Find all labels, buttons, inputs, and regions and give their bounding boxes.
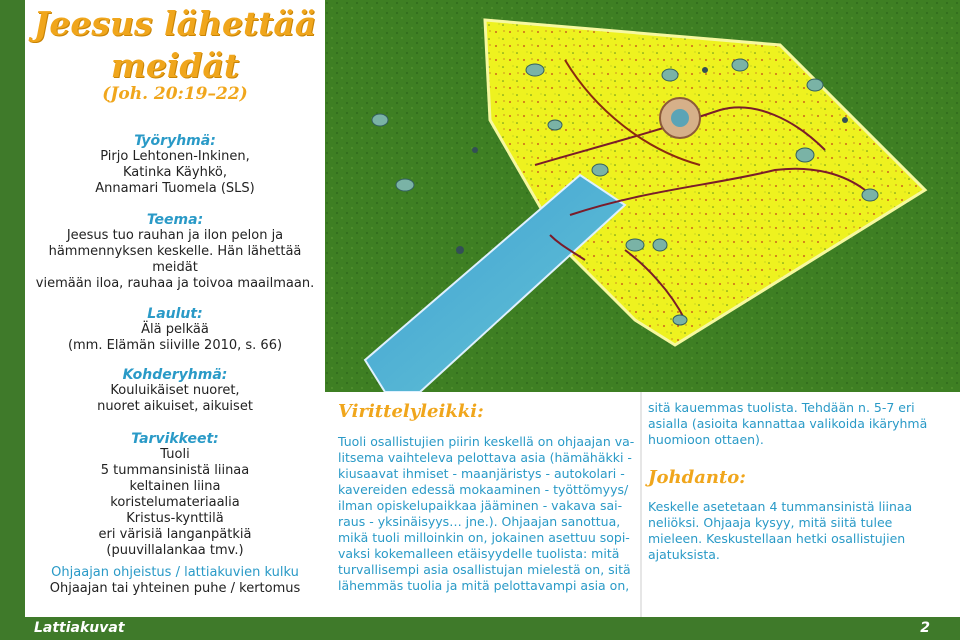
kohderyhma-line: nuoret aikuiset, aikuiset (97, 399, 253, 414)
laulut-line: Älä pelkää (141, 322, 209, 337)
section-laulut (25, 306, 325, 354)
floor-picture-photo (325, 0, 960, 392)
page-title-line2: meidät (110, 46, 240, 85)
laulut-line: (mm. Elämän siiville 2010, s. 66) (67, 338, 283, 353)
column-johdanto (642, 392, 960, 617)
johdanto-line: Keskelle asetetaan 4 tummansinistä liinaa (648, 499, 913, 514)
virittely-line: kavereiden edessä mokaaminen - työttömyys/ (338, 482, 629, 497)
column-virittely (325, 392, 642, 617)
tyoryhma-line: Annamari Tuomela (SLS) (95, 181, 255, 196)
footer-section-name: Lattiakuvat (34, 620, 125, 636)
virittely-text (338, 434, 638, 594)
section-tyoryhma (25, 133, 325, 197)
section-tarvikkeet (25, 431, 325, 559)
page-title-line1: Jeesus lähettää (33, 4, 317, 43)
tyoryhma-line: Pirjo Lehtonen-Inkinen, (100, 149, 250, 164)
virittely-line: vaksi kokemalleen etäisyydelle tuolista: mitä (338, 546, 620, 561)
ohjaajan-puhe-note: Ohjaajan tai yhteinen puhe / kertomus (49, 581, 301, 596)
virittely-line: litsema vaihteleva pelottava asia (hämähäkki - (338, 450, 632, 465)
bible-reference: (Joh. 20:19–22) (102, 84, 248, 104)
johdanto-heading: Johdanto: (648, 467, 746, 488)
left-green-strip (0, 0, 25, 640)
johdanto-line: mieleen. Keskustellaan hetki osallistujien (648, 531, 906, 546)
section-teema (25, 212, 325, 292)
teema-line: Jeesus tuo rauhan ja ilon pelon ja (66, 228, 284, 243)
laulut-heading: Laulut: (147, 306, 203, 322)
johdanto-line: ajatuksista. (648, 547, 720, 562)
tyoryhma-line: Katinka Käyhkö, (123, 165, 227, 180)
continued-line: asialla (asioita kannattaa valikoida ikäryhmä (648, 416, 928, 431)
tarvikkeet-line: keltainen liina (129, 479, 221, 494)
tarvikkeet-line: Tuoli (160, 447, 190, 462)
continued-line: sitä kauemmas tuolista. Tehdään n. 5-7 eri (648, 400, 915, 415)
floor-picture-illustration (325, 0, 960, 392)
johdanto-line: neliöksi. Ohjaaja kysyy, mitä siitä tulee (648, 515, 893, 530)
tarvikkeet-line: eri värisiä langanpätkiä (98, 527, 252, 542)
ohjaajan-ohjeistus-note: Ohjaajan ohjeistus / lattiakuvien kulku (51, 565, 299, 580)
teema-line: hämmennyksen keskelle. Hän lähettää (48, 244, 302, 259)
virittely-continued-text (648, 400, 954, 448)
tarvikkeet-line: koristelumateriaalia (110, 495, 240, 510)
footer-bar (0, 617, 960, 640)
tarvikkeet-heading: Tarvikkeet: (131, 431, 219, 447)
section-notes (25, 565, 325, 597)
tarvikkeet-line: (puuvillalankaa tmv.) (106, 543, 244, 558)
page-number: 2 (920, 620, 930, 636)
continued-line: huomioon ottaen). (648, 432, 764, 447)
kohderyhma-heading: Kohderyhmä: (122, 367, 228, 383)
tarvikkeet-line: 5 tummansinistä liinaa (100, 463, 250, 478)
kohderyhma-line: Kouluikäiset nuoret, (110, 383, 240, 398)
virittely-line: ilman opiskelupaikkaa jääminen - vakava sai- (338, 498, 623, 513)
section-kohderyhma (25, 367, 325, 415)
virittely-line: lähemmäs tuolia ja mitä pelottavampi asia on, (338, 578, 630, 593)
tarvikkeet-line: Kristus-kynttilä (126, 511, 224, 526)
virittely-line: raus - yksinäisyys… jne.). Ohjaajan sanottua, (338, 514, 621, 529)
teema-line: meidät (152, 260, 198, 275)
tyoryhma-heading: Työryhmä: (134, 133, 216, 149)
sidebar (25, 0, 325, 617)
johdanto-text (648, 499, 954, 563)
virittely-line: turvallisempi asia osallistujan mielestä on, sitä (338, 562, 631, 577)
virittely-line: kiusaavat ihmiset - maanjäristys - autokolari - (338, 466, 625, 481)
teema-line: viemään iloa, rauhaa ja toivoa maailmaan. (35, 276, 315, 291)
virittely-line: Tuoli osallistujien piirin keskellä on ohjaajan va- (338, 434, 635, 449)
virittely-heading: Virittelyleikki: (338, 401, 484, 422)
virittely-line: mikä tuoli milloinkin on, jokainen asettuu sopi- (338, 530, 630, 545)
teema-heading: Teema: (146, 212, 204, 228)
